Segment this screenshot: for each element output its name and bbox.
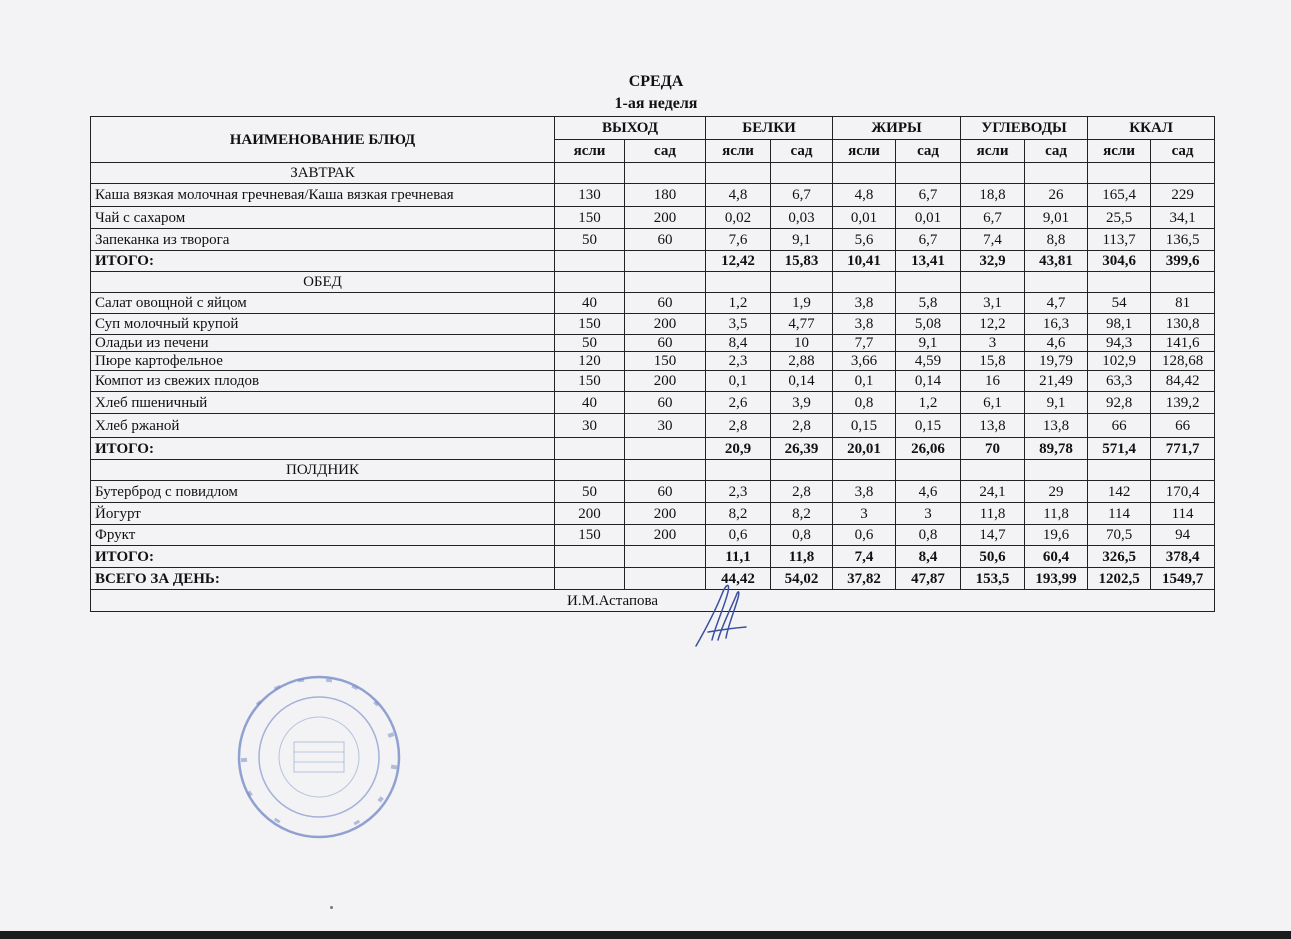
value-cell: 8,2 xyxy=(706,503,771,525)
value-cell: 200 xyxy=(625,371,706,392)
value-cell: 9,1 xyxy=(1025,392,1088,414)
total-row xyxy=(91,568,1215,590)
value-cell xyxy=(625,251,706,272)
empty-cell xyxy=(625,272,706,293)
value-cell: 50,6 xyxy=(961,546,1025,568)
value-cell: 60 xyxy=(625,293,706,314)
value-cell: 37,82 xyxy=(833,568,896,590)
value-cell: 0,1 xyxy=(833,371,896,392)
value-cell: 150 xyxy=(555,525,625,546)
value-cell: 9,1 xyxy=(896,335,961,352)
dish-name: Пюре картофельное xyxy=(91,352,555,371)
subcolumn-header: ясли xyxy=(833,140,896,163)
value-cell: 0,14 xyxy=(771,371,833,392)
value-cell: 5,6 xyxy=(833,229,896,251)
value-cell: 19,79 xyxy=(1025,352,1088,371)
value-cell xyxy=(555,438,625,460)
menu-table xyxy=(90,116,1215,612)
value-cell: 130 xyxy=(555,184,625,207)
value-cell: 6,7 xyxy=(896,184,961,207)
value-cell: 304,6 xyxy=(1088,251,1151,272)
value-cell: 0,01 xyxy=(833,207,896,229)
column-group-header: ККАЛ xyxy=(1088,117,1215,140)
value-cell: 229 xyxy=(1151,184,1215,207)
section-row xyxy=(91,460,1215,481)
value-cell: 399,6 xyxy=(1151,251,1215,272)
value-cell: 26 xyxy=(1025,184,1088,207)
table-row xyxy=(91,293,1215,314)
section-row xyxy=(91,163,1215,184)
value-cell: 98,1 xyxy=(1088,314,1151,335)
value-cell: 40 xyxy=(555,293,625,314)
value-cell: 7,4 xyxy=(961,229,1025,251)
value-cell: 0,6 xyxy=(706,525,771,546)
value-cell: 200 xyxy=(625,314,706,335)
value-cell: 150 xyxy=(555,314,625,335)
dish-name: Фрукт xyxy=(91,525,555,546)
value-cell: 54 xyxy=(1088,293,1151,314)
value-cell: 114 xyxy=(1151,503,1215,525)
value-cell: 11,8 xyxy=(771,546,833,568)
empty-cell xyxy=(896,163,961,184)
empty-cell xyxy=(555,163,625,184)
total-label: ВСЕГО ЗА ДЕНЬ: xyxy=(91,568,555,590)
value-cell xyxy=(555,546,625,568)
empty-cell xyxy=(896,460,961,481)
value-cell: 102,9 xyxy=(1088,352,1151,371)
empty-cell xyxy=(961,272,1025,293)
value-cell: 19,6 xyxy=(1025,525,1088,546)
value-cell: 4,77 xyxy=(771,314,833,335)
value-cell: 2,8 xyxy=(771,414,833,438)
dish-name: Суп молочный крупой xyxy=(91,314,555,335)
value-cell: 26,06 xyxy=(896,438,961,460)
value-cell: 150 xyxy=(625,352,706,371)
value-cell: 40 xyxy=(555,392,625,414)
value-cell: 0,1 xyxy=(706,371,771,392)
value-cell: 29 xyxy=(1025,481,1088,503)
value-cell: 120 xyxy=(555,352,625,371)
page-subtitle: 1-ая неделя xyxy=(614,95,698,112)
value-cell: 0,8 xyxy=(833,392,896,414)
empty-cell xyxy=(706,272,771,293)
total-row xyxy=(91,438,1215,460)
value-cell: 60,4 xyxy=(1025,546,1088,568)
value-cell: 11,8 xyxy=(1025,503,1088,525)
value-cell: 20,01 xyxy=(833,438,896,460)
table-row xyxy=(91,392,1215,414)
official-stamp xyxy=(234,672,404,842)
value-cell: 5,08 xyxy=(896,314,961,335)
value-cell: 1,2 xyxy=(706,293,771,314)
value-cell: 771,7 xyxy=(1151,438,1215,460)
value-cell: 13,8 xyxy=(1025,414,1088,438)
value-cell: 66 xyxy=(1088,414,1151,438)
value-cell: 6,7 xyxy=(771,184,833,207)
total-label: ИТОГО: xyxy=(91,546,555,568)
value-cell: 25,5 xyxy=(1088,207,1151,229)
value-cell: 70,5 xyxy=(1088,525,1151,546)
column-group-header: ЖИРЫ xyxy=(833,117,961,140)
value-cell: 5,8 xyxy=(896,293,961,314)
value-cell: 20,9 xyxy=(706,438,771,460)
subcolumn-header: сад xyxy=(625,140,706,163)
value-cell: 142 xyxy=(1088,481,1151,503)
value-cell: 6,1 xyxy=(961,392,1025,414)
value-cell: 3 xyxy=(833,503,896,525)
empty-cell xyxy=(896,272,961,293)
table-row xyxy=(91,184,1215,207)
value-cell: 2,8 xyxy=(771,481,833,503)
dish-name: Салат овощной с яйцом xyxy=(91,293,555,314)
subcolumn-header: сад xyxy=(1025,140,1088,163)
value-cell: 1,9 xyxy=(771,293,833,314)
value-cell: 12,42 xyxy=(706,251,771,272)
value-cell: 0,01 xyxy=(896,207,961,229)
value-cell: 94 xyxy=(1151,525,1215,546)
value-cell: 16,3 xyxy=(1025,314,1088,335)
value-cell: 7,7 xyxy=(833,335,896,352)
value-cell: 47,87 xyxy=(896,568,961,590)
empty-cell xyxy=(771,460,833,481)
value-cell: 81 xyxy=(1151,293,1215,314)
value-cell: 3,8 xyxy=(833,293,896,314)
value-cell: 1549,7 xyxy=(1151,568,1215,590)
empty-cell xyxy=(771,272,833,293)
table-row xyxy=(91,525,1215,546)
value-cell: 12,2 xyxy=(961,314,1025,335)
value-cell: 15,83 xyxy=(771,251,833,272)
value-cell: 34,1 xyxy=(1151,207,1215,229)
subcolumn-header: ясли xyxy=(1088,140,1151,163)
empty-cell xyxy=(1151,163,1215,184)
column-group-header: УГЛЕВОДЫ xyxy=(961,117,1088,140)
signatory-name: И.М.Астапова xyxy=(567,592,659,609)
total-row xyxy=(91,251,1215,272)
subcolumn-header: сад xyxy=(771,140,833,163)
value-cell: 9,1 xyxy=(771,229,833,251)
empty-cell xyxy=(833,460,896,481)
value-cell: 0,8 xyxy=(771,525,833,546)
value-cell: 24,1 xyxy=(961,481,1025,503)
subcolumn-header: сад xyxy=(1151,140,1215,163)
table-row xyxy=(91,314,1215,335)
value-cell: 1202,5 xyxy=(1088,568,1151,590)
empty-cell xyxy=(833,272,896,293)
empty-cell xyxy=(555,460,625,481)
value-cell: 10,41 xyxy=(833,251,896,272)
dish-name: Каша вязкая молочная гречневая/Каша вязкая гречневая xyxy=(91,184,555,207)
value-cell: 50 xyxy=(555,335,625,352)
value-cell: 7,6 xyxy=(706,229,771,251)
value-cell: 4,6 xyxy=(1025,335,1088,352)
value-cell: 44,42 xyxy=(706,568,771,590)
value-cell: 11,1 xyxy=(706,546,771,568)
value-cell xyxy=(625,438,706,460)
dish-name: Оладьи из печени xyxy=(91,335,555,352)
value-cell: 3,8 xyxy=(833,481,896,503)
empty-cell xyxy=(555,272,625,293)
empty-cell xyxy=(1088,163,1151,184)
value-cell: 8,4 xyxy=(706,335,771,352)
table-row xyxy=(91,414,1215,438)
page-title: СРЕДА xyxy=(628,73,684,90)
value-cell: 4,8 xyxy=(833,184,896,207)
value-cell: 92,8 xyxy=(1088,392,1151,414)
value-cell: 141,6 xyxy=(1151,335,1215,352)
table-body xyxy=(91,163,1215,590)
value-cell: 84,42 xyxy=(1151,371,1215,392)
value-cell: 18,8 xyxy=(961,184,1025,207)
value-cell: 3,66 xyxy=(833,352,896,371)
value-cell: 3 xyxy=(961,335,1025,352)
value-cell: 150 xyxy=(555,371,625,392)
empty-cell xyxy=(1151,460,1215,481)
value-cell: 3,9 xyxy=(771,392,833,414)
value-cell: 4,7 xyxy=(1025,293,1088,314)
value-cell: 60 xyxy=(625,229,706,251)
value-cell: 89,78 xyxy=(1025,438,1088,460)
value-cell: 4,8 xyxy=(706,184,771,207)
value-cell: 170,4 xyxy=(1151,481,1215,503)
subcolumn-header: ясли xyxy=(706,140,771,163)
value-cell: 200 xyxy=(625,503,706,525)
value-cell: 3,1 xyxy=(961,293,1025,314)
value-cell: 326,5 xyxy=(1088,546,1151,568)
value-cell: 0,15 xyxy=(896,414,961,438)
empty-cell xyxy=(625,163,706,184)
table-header xyxy=(91,117,1215,163)
dish-name-header: НАИМЕНОВАНИЕ БЛЮД xyxy=(91,117,555,163)
section-label: ОБЕД xyxy=(91,272,555,293)
value-cell: 139,2 xyxy=(1151,392,1215,414)
dish-name: Хлеб ржаной xyxy=(91,414,555,438)
empty-cell xyxy=(1025,460,1088,481)
value-cell: 114 xyxy=(1088,503,1151,525)
table-row xyxy=(91,352,1215,371)
value-cell: 1,2 xyxy=(896,392,961,414)
total-label: ИТОГО: xyxy=(91,438,555,460)
empty-cell xyxy=(1025,272,1088,293)
value-cell: 2,88 xyxy=(771,352,833,371)
value-cell: 0,8 xyxy=(896,525,961,546)
column-group-header: ВЫХОД xyxy=(555,117,706,140)
value-cell: 54,02 xyxy=(771,568,833,590)
value-cell: 3,8 xyxy=(833,314,896,335)
table-row xyxy=(91,335,1215,352)
value-cell: 43,81 xyxy=(1025,251,1088,272)
section-row xyxy=(91,272,1215,293)
value-cell: 2,6 xyxy=(706,392,771,414)
value-cell: 26,39 xyxy=(771,438,833,460)
value-cell: 8,4 xyxy=(896,546,961,568)
value-cell: 16 xyxy=(961,371,1025,392)
scan-edge xyxy=(0,931,1291,939)
dish-name: Бутерброд с повидлом xyxy=(91,481,555,503)
value-cell: 193,99 xyxy=(1025,568,1088,590)
empty-cell xyxy=(961,460,1025,481)
table-row xyxy=(91,371,1215,392)
value-cell xyxy=(555,251,625,272)
value-cell: 136,5 xyxy=(1151,229,1215,251)
value-cell: 15,8 xyxy=(961,352,1025,371)
table-row xyxy=(91,207,1215,229)
value-cell: 200 xyxy=(625,525,706,546)
value-cell: 8,8 xyxy=(1025,229,1088,251)
value-cell: 66 xyxy=(1151,414,1215,438)
value-cell: 11,8 xyxy=(961,503,1025,525)
signature-row xyxy=(91,590,1215,612)
scan-speck xyxy=(330,906,333,909)
value-cell: 60 xyxy=(625,392,706,414)
value-cell: 0,15 xyxy=(833,414,896,438)
value-cell: 60 xyxy=(625,335,706,352)
empty-cell xyxy=(1088,460,1151,481)
value-cell: 113,7 xyxy=(1088,229,1151,251)
value-cell: 2,3 xyxy=(706,481,771,503)
value-cell: 21,49 xyxy=(1025,371,1088,392)
value-cell: 6,7 xyxy=(961,207,1025,229)
value-cell: 3,5 xyxy=(706,314,771,335)
value-cell: 13,8 xyxy=(961,414,1025,438)
value-cell: 3 xyxy=(896,503,961,525)
value-cell xyxy=(625,546,706,568)
value-cell: 94,3 xyxy=(1088,335,1151,352)
total-row xyxy=(91,546,1215,568)
table-row xyxy=(91,481,1215,503)
value-cell: 14,7 xyxy=(961,525,1025,546)
value-cell: 60 xyxy=(625,481,706,503)
value-cell: 30 xyxy=(625,414,706,438)
dish-name: Компот из свежих плодов xyxy=(91,371,555,392)
table-row xyxy=(91,503,1215,525)
value-cell: 180 xyxy=(625,184,706,207)
value-cell: 13,41 xyxy=(896,251,961,272)
empty-cell xyxy=(706,163,771,184)
empty-cell xyxy=(1025,163,1088,184)
value-cell: 2,3 xyxy=(706,352,771,371)
value-cell xyxy=(555,568,625,590)
dish-name: Чай с сахаром xyxy=(91,207,555,229)
empty-cell xyxy=(961,163,1025,184)
value-cell: 30 xyxy=(555,414,625,438)
value-cell: 150 xyxy=(555,207,625,229)
subcolumn-header: сад xyxy=(896,140,961,163)
value-cell: 63,3 xyxy=(1088,371,1151,392)
subcolumn-header: ясли xyxy=(555,140,625,163)
value-cell: 9,01 xyxy=(1025,207,1088,229)
value-cell: 200 xyxy=(555,503,625,525)
total-label: ИТОГО: xyxy=(91,251,555,272)
empty-cell xyxy=(833,163,896,184)
value-cell: 4,59 xyxy=(896,352,961,371)
empty-cell xyxy=(706,460,771,481)
value-cell: 50 xyxy=(555,481,625,503)
empty-cell xyxy=(771,163,833,184)
section-label: ПОЛДНИК xyxy=(91,460,555,481)
empty-cell xyxy=(625,460,706,481)
empty-cell xyxy=(1088,272,1151,293)
value-cell: 128,68 xyxy=(1151,352,1215,371)
value-cell: 165,4 xyxy=(1088,184,1151,207)
value-cell: 200 xyxy=(625,207,706,229)
signature-mark xyxy=(690,580,750,650)
dish-name: Запеканка из творога xyxy=(91,229,555,251)
value-cell: 153,5 xyxy=(961,568,1025,590)
table-row xyxy=(91,229,1215,251)
value-cell: 0,03 xyxy=(771,207,833,229)
dish-name: Хлеб пшеничный xyxy=(91,392,555,414)
column-group-header: БЕЛКИ xyxy=(706,117,833,140)
value-cell: 0,14 xyxy=(896,371,961,392)
section-label: ЗАВТРАК xyxy=(91,163,555,184)
value-cell: 2,8 xyxy=(706,414,771,438)
value-cell: 50 xyxy=(555,229,625,251)
value-cell: 70 xyxy=(961,438,1025,460)
value-cell: 8,2 xyxy=(771,503,833,525)
value-cell: 6,7 xyxy=(896,229,961,251)
subcolumn-header: ясли xyxy=(961,140,1025,163)
value-cell: 378,4 xyxy=(1151,546,1215,568)
value-cell: 7,4 xyxy=(833,546,896,568)
value-cell: 0,6 xyxy=(833,525,896,546)
value-cell: 130,8 xyxy=(1151,314,1215,335)
value-cell: 0,02 xyxy=(706,207,771,229)
value-cell: 32,9 xyxy=(961,251,1025,272)
value-cell: 4,6 xyxy=(896,481,961,503)
empty-cell xyxy=(1151,272,1215,293)
dish-name: Йогурт xyxy=(91,503,555,525)
value-cell: 571,4 xyxy=(1088,438,1151,460)
value-cell: 10 xyxy=(771,335,833,352)
